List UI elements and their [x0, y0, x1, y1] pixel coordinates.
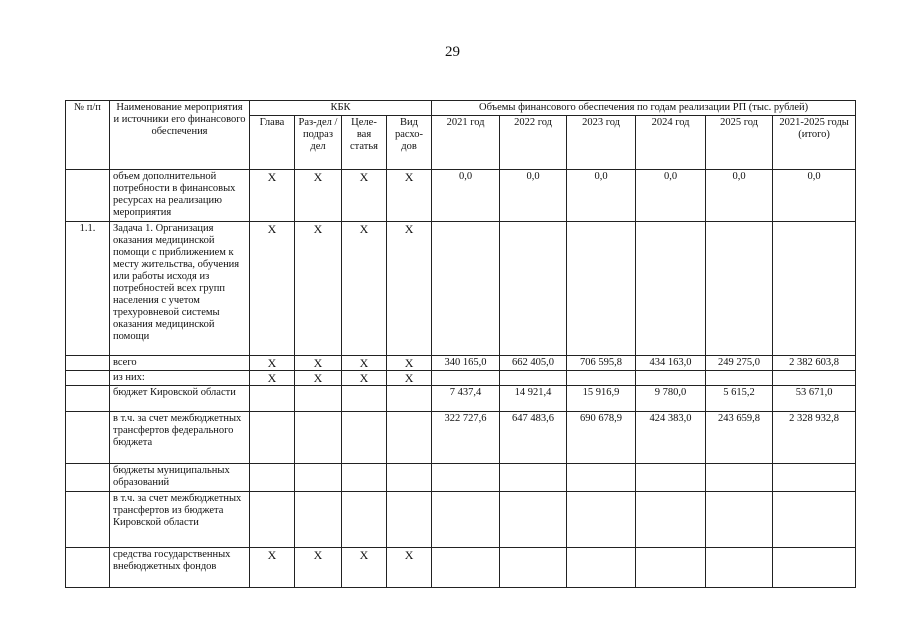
- kbk-cell: [250, 464, 295, 492]
- value-cell: [567, 548, 636, 588]
- kbk-cell: [295, 492, 342, 548]
- value-cell: 5 615,2: [706, 386, 773, 412]
- kbk-cell: [250, 492, 295, 548]
- header-celevaya: Целе-вая статья: [342, 116, 387, 170]
- row-number: [66, 386, 110, 412]
- table-row: [66, 548, 856, 588]
- value-cell: [636, 222, 706, 356]
- header-volumes: Объемы финансового обеспечения по годам реализации РП (тыс. рублей): [432, 101, 856, 116]
- kbk-cell: X: [250, 548, 295, 588]
- header-name: Наименование мероприятия и источники его финансового обеспечения: [110, 101, 250, 170]
- header-year-2024: 2024 год: [636, 116, 706, 170]
- kbk-cell: [342, 386, 387, 412]
- value-cell: [706, 492, 773, 548]
- table-row: [66, 170, 856, 222]
- row-number: 1.1.: [66, 222, 110, 356]
- kbk-cell: X: [387, 222, 432, 356]
- header-year-total: 2021-2025 годы (итого): [773, 116, 856, 170]
- value-cell: 340 165,0: [432, 356, 500, 371]
- kbk-cell: [342, 412, 387, 464]
- value-cell: [500, 548, 567, 588]
- value-cell: [706, 464, 773, 492]
- value-cell: 0,0: [773, 170, 856, 222]
- kbk-cell: X: [387, 371, 432, 386]
- table-row: [66, 492, 856, 548]
- value-cell: 424 383,0: [636, 412, 706, 464]
- kbk-cell: [387, 464, 432, 492]
- value-cell: [706, 548, 773, 588]
- kbk-cell: X: [342, 170, 387, 222]
- header-year-2022: 2022 год: [500, 116, 567, 170]
- kbk-cell: X: [250, 170, 295, 222]
- row-name: Задача 1. Организация оказания медицинской помощи с приближением к месту жительства, обучения или работы исходя из потребностей всех групп населения с учетом трехуровневой системы оказания медицинской помощи: [110, 222, 250, 356]
- row-number: [66, 492, 110, 548]
- header-num: № п/п: [66, 101, 110, 170]
- value-cell: 322 727,6: [432, 412, 500, 464]
- row-number: [66, 548, 110, 588]
- kbk-cell: X: [295, 356, 342, 371]
- value-cell: 647 483,6: [500, 412, 567, 464]
- value-cell: [500, 222, 567, 356]
- value-cell: [500, 492, 567, 548]
- row-name: бюджет Кировской области: [110, 386, 250, 412]
- header-kbk: КБК: [250, 101, 432, 116]
- table-row: [66, 464, 856, 492]
- value-cell: [432, 548, 500, 588]
- value-cell: [773, 464, 856, 492]
- value-cell: [636, 492, 706, 548]
- value-cell: 2 328 932,8: [773, 412, 856, 464]
- row-name: из них:: [110, 371, 250, 386]
- value-cell: 706 595,8: [567, 356, 636, 371]
- kbk-cell: X: [295, 170, 342, 222]
- value-cell: 434 163,0: [636, 356, 706, 371]
- row-number: [66, 412, 110, 464]
- value-cell: 9 780,0: [636, 386, 706, 412]
- row-name: средства государственных внебюджетных фондов: [110, 548, 250, 588]
- value-cell: 0,0: [567, 170, 636, 222]
- value-cell: 0,0: [636, 170, 706, 222]
- header-year-2025: 2025 год: [706, 116, 773, 170]
- header-glava: Глава: [250, 116, 295, 170]
- kbk-cell: [387, 412, 432, 464]
- kbk-cell: [295, 464, 342, 492]
- kbk-cell: X: [342, 371, 387, 386]
- kbk-cell: [295, 412, 342, 464]
- value-cell: [773, 548, 856, 588]
- kbk-cell: X: [387, 170, 432, 222]
- kbk-cell: [295, 386, 342, 412]
- header-vid: Вид расхо-дов: [387, 116, 432, 170]
- row-name: бюджеты муниципальных образований: [110, 464, 250, 492]
- value-cell: 243 659,8: [706, 412, 773, 464]
- kbk-cell: X: [295, 548, 342, 588]
- value-cell: [636, 464, 706, 492]
- value-cell: 662 405,0: [500, 356, 567, 371]
- header-razdel: Раз-дел / подраз дел: [295, 116, 342, 170]
- kbk-cell: X: [387, 548, 432, 588]
- value-cell: [773, 222, 856, 356]
- row-number: [66, 464, 110, 492]
- kbk-cell: [250, 386, 295, 412]
- value-cell: 15 916,9: [567, 386, 636, 412]
- value-cell: 0,0: [500, 170, 567, 222]
- value-cell: [567, 464, 636, 492]
- value-cell: 14 921,4: [500, 386, 567, 412]
- table-row: [66, 386, 856, 412]
- row-number: [66, 356, 110, 371]
- financing-table: [65, 100, 856, 588]
- row-name: в т.ч. за счет межбюджетных трансфертов федерального бюджета: [110, 412, 250, 464]
- value-cell: [706, 222, 773, 356]
- row-number: [66, 371, 110, 386]
- table-row: [66, 412, 856, 464]
- value-cell: [567, 492, 636, 548]
- value-cell: [636, 548, 706, 588]
- kbk-cell: X: [295, 222, 342, 356]
- page-number: 29: [445, 44, 460, 60]
- table-row: [66, 222, 856, 356]
- table-row: [66, 371, 856, 386]
- kbk-cell: X: [342, 548, 387, 588]
- value-cell: [773, 371, 856, 386]
- kbk-cell: X: [250, 222, 295, 356]
- value-cell: 0,0: [432, 170, 500, 222]
- kbk-cell: X: [250, 356, 295, 371]
- kbk-cell: [342, 492, 387, 548]
- value-cell: [706, 371, 773, 386]
- kbk-cell: X: [342, 356, 387, 371]
- kbk-cell: X: [342, 222, 387, 356]
- row-number: [66, 170, 110, 222]
- value-cell: [567, 222, 636, 356]
- row-name: объем дополнительной потребности в финансовых ресурсах на реализацию мероприятия: [110, 170, 250, 222]
- kbk-cell: [250, 412, 295, 464]
- value-cell: 0,0: [706, 170, 773, 222]
- header-year-2021: 2021 год: [432, 116, 500, 170]
- value-cell: 249 275,0: [706, 356, 773, 371]
- header-year-2023: 2023 год: [567, 116, 636, 170]
- table-row: [66, 356, 856, 371]
- value-cell: 2 382 603,8: [773, 356, 856, 371]
- value-cell: [432, 492, 500, 548]
- kbk-cell: [387, 386, 432, 412]
- value-cell: [432, 222, 500, 356]
- value-cell: [500, 464, 567, 492]
- kbk-cell: [342, 464, 387, 492]
- value-cell: [567, 371, 636, 386]
- value-cell: [432, 371, 500, 386]
- kbk-cell: X: [387, 356, 432, 371]
- kbk-cell: [387, 492, 432, 548]
- value-cell: [636, 371, 706, 386]
- row-name: в т.ч. за счет межбюджетных трансфертов из бюджета Кировской области: [110, 492, 250, 548]
- value-cell: [500, 371, 567, 386]
- value-cell: [432, 464, 500, 492]
- value-cell: [773, 492, 856, 548]
- value-cell: 53 671,0: [773, 386, 856, 412]
- value-cell: 7 437,4: [432, 386, 500, 412]
- value-cell: 690 678,9: [567, 412, 636, 464]
- row-name: всего: [110, 356, 250, 371]
- kbk-cell: X: [250, 371, 295, 386]
- kbk-cell: X: [295, 371, 342, 386]
